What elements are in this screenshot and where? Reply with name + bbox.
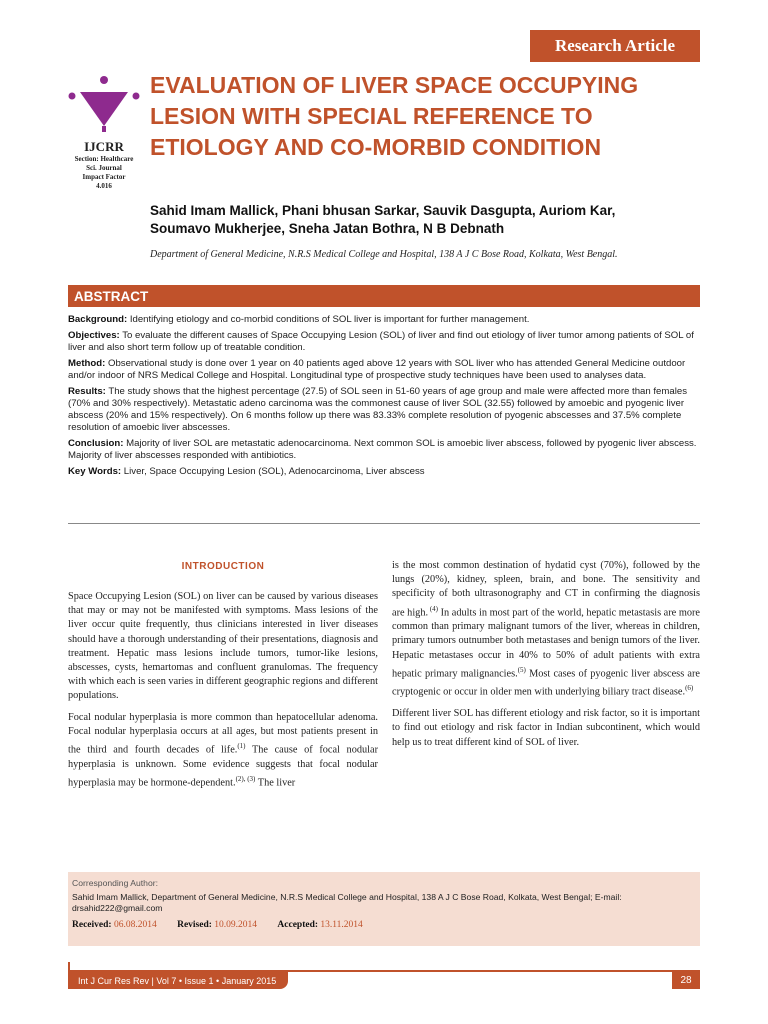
author-list [150,202,710,238]
affiliation: Department of General Medicine, N.R.S Medical College and Hospital, 138 A J C Bose Road, Kolkata, West Bengal. [150,249,618,260]
abstract-keywords: Key Words: Liver, Space Occupying Lesion (SOL), Adenocarcinoma, Liver abscess [68,466,425,477]
abstract-background: Background: Identifying etiology and co-morbid conditions of SOL liver is important for further management. [68,314,530,325]
journal-abbr: IJCRR [84,139,124,154]
journal-logo [66,74,142,191]
article-title [150,70,710,163]
received-date: 06.08.2014 [113,920,157,930]
accepted-label: Accepted: [277,920,319,930]
body-column-right [392,559,700,757]
received-label: Received: [72,920,112,930]
introduction-heading: INTRODUCTION [181,561,265,572]
accepted-date: 13.11.2014 [320,920,363,930]
abstract-conclusion: Conclusion: Majority of liver SOL are metastatic adenocarcinoma. Next common SOL is amoebic liver abscess, followed by pyogenic liver abscess. Majority of liver abscesses responded with antibiotics. [68,438,697,461]
impact-factor-label: Impact Factor [82,173,126,181]
authors-line: Sahid Imam Mallick, Phani bhusan Sarkar, Sauvik Dasgupta, Auriom Kar, [150,203,616,218]
abstract-objectives: Objectives: To evaluate the different causes of Space Occupying Lesion (SOL) of liver and find out etiology of liver tumor among patients of SOL of liver and also short term follow up of treatable condition. [68,330,694,353]
intro-paragraph-1: Space Occupying Lesion (SOL) on liver can be caused by various diseases that may or may not be manifested with symptoms. Mass lesions of the liver occur quite frequently, thus clinicians interested in liver diseases should have a thorough understanding of their presentations, diagnosis and treatment. Hepatic mass lesions include tumors, tumor-like lesions, abscesses, cysts, hemartomas and confluent granulomas. The frequency with which each is seen varies in different geographic regions and different populations. [68,591,378,702]
article-dates [72,920,696,931]
abstract-results: Results: The study shows that the highest percentage (27.5) of SOL seen in 51-60 years of age group and male were affected more than females (70% and 30% respectively). Metastatic adeno carcinoma was the commonest cause of liver SOL (32.55) followed by amoebic and pyogenic liver abscess (20% and 15% respectively). On 6 months follow up there was 83.33% complete resolution of pyogenic abscesses and 37.5% complete resolution of amoebic liver abscesses. [68,386,687,433]
article-type-badge: Research Article [530,30,700,62]
abstract-method: Method: Observational study is done over 1 year on 40 patients aged above 12 years with SOL liver who has attended General Medicine outdoor and/or indoor of NRS Medical College and Hospital. Longitudinal type of prospective study techniques have been used to analyses data. [68,358,686,381]
journal-section: Section: Healthcare [74,155,134,163]
revised-date: 10.09.2014 [214,920,258,930]
intro-paragraph-4: Different liver SOL has different etiology and risk factor, so it is important to find out etiology and risk factor in Indian subcontinent, which would help us to treat different kind of SOL of liver. [392,708,700,748]
intro-paragraph-3: is the most common destination of hydatid cyst (70%), followed by the lungs (20%), kidney, spleen, brain, and bone. The sensitivity and specificity of both ultrasonography and CT in confirming the diagnosis are high. $^{(4)}$ In adults in most part of the world, hepatic metastasis are more common than primary malignant tumors of the liver, whereas in children, primary tumors outnumber both metastases and benign tumors of the liver. Hepatic metastases occur in 40% to 50% of adult patients with extra hepatic primary malignancies.$^{(5)}$ Most cases of pyogenic liver abscess are cryptogenic or occur in older men with underlying biliary tract disease.$^{(6)}$ [392,560,701,698]
corresponding-body: Sahid Imam Mallick, Department of General Medicine, N.R.S Medical College and Hospital, 138 A J C Bose Road, Kolkata, West Bengal; E-mail: drsahid222@gmail.com [72,892,622,913]
abstract-heading: ABSTRACT [68,285,700,307]
abstract-divider [68,523,700,524]
title-line: EVALUATION OF LIVER SPACE OCCUPYING [150,72,639,98]
footer-citation: Int J Cur Res Rev | Vol 7 • Issue 1 • January 2015 [68,972,288,989]
title-line: ETIOLOGY AND CO-MORBID CONDITION [150,134,602,160]
revised-label: Revised: [177,920,212,930]
abstract-body [68,314,700,482]
corresponding-author-box [68,872,700,946]
impact-factor-value: 4.016 [96,182,112,190]
page-number: 28 [672,972,700,989]
sci-journal: Sci. Journal [86,164,122,172]
ijcrr-logo-icon [66,74,142,132]
body-column-left [68,590,378,797]
authors-line: Soumavo Mukherjee, Sneha Jatan Bothra, N B Debnath [150,221,505,236]
intro-paragraph-2: Focal nodular hyperplasia is more common than hepatocellular adenoma. Focal nodular hyperplasia occurs at all ages, but most patients present in the third and fourth decades of life.$^{(1)}$ The cause of focal nodular hyperplasia is unknown. Some evidence suggests that focal nodular hyperplasia may be hormone-dependent.$^{(2), (3)}$ The liver [68,711,378,789]
title-line: LESION WITH SPECIAL REFERENCE TO [150,103,593,129]
corresponding-heading: Corresponding Author: [72,878,158,888]
